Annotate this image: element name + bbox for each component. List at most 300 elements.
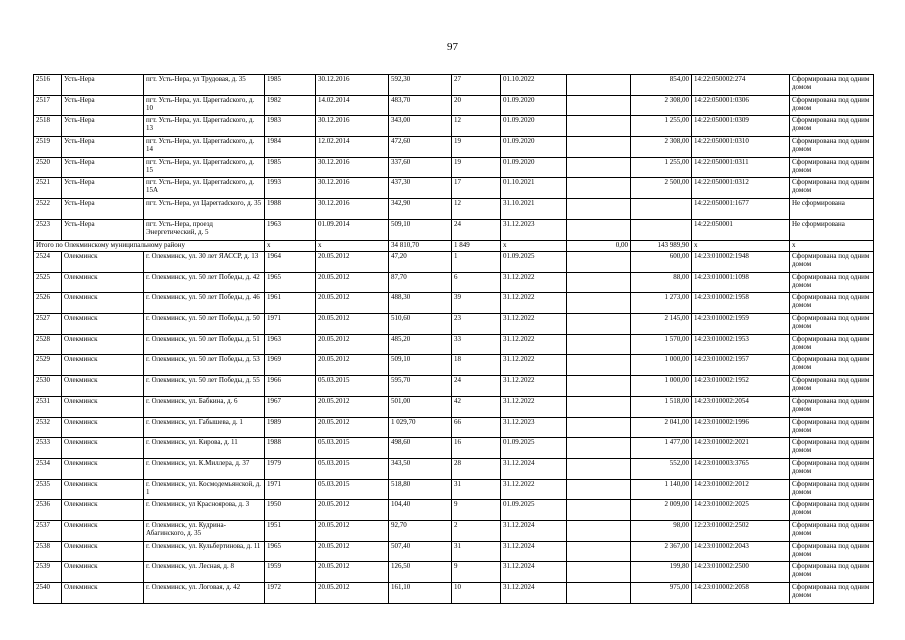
resettlement-deadline-cell: 31.12.2022 bbox=[501, 293, 567, 314]
settlement-cell: Усть-Нера bbox=[62, 95, 144, 116]
extra-cell bbox=[567, 458, 631, 479]
residents-cell: 2 bbox=[452, 520, 501, 541]
cadastral-number-cell: 14:23:010002:1996 bbox=[692, 417, 790, 438]
inclusion-date-cell: 05.03.2015 bbox=[316, 376, 389, 397]
cost-cell: 2 308,00 bbox=[631, 95, 692, 116]
area-cell: 126,50 bbox=[389, 562, 452, 583]
extra-cell bbox=[567, 396, 631, 417]
cost-cell: 2 041,00 bbox=[631, 417, 692, 438]
row-number-cell: 2529 bbox=[34, 355, 62, 376]
inclusion-date-cell: 20.05.2012 bbox=[316, 314, 389, 335]
land-status-cell: Сформирована под одним домом bbox=[790, 376, 874, 397]
area-cell: 343,00 bbox=[389, 116, 452, 137]
row-number-cell: 2525 bbox=[34, 272, 62, 293]
residents-cell: 10 bbox=[452, 583, 501, 604]
table-row bbox=[34, 438, 874, 459]
row-number-cell: 2528 bbox=[34, 334, 62, 355]
year-built-cell: 1972 bbox=[265, 583, 316, 604]
residents-cell: 19 bbox=[452, 157, 501, 178]
residents-cell: 23 bbox=[452, 314, 501, 335]
table-row bbox=[34, 417, 874, 438]
residents-cell: 12 bbox=[452, 116, 501, 137]
land-status-cell: Сформирована под одним домом bbox=[790, 137, 874, 158]
cost-cell: 1 140,00 bbox=[631, 479, 692, 500]
resettlement-deadline-cell: 01.09.2025 bbox=[501, 438, 567, 459]
settlement-cell: Олекминск bbox=[62, 252, 144, 273]
row-number-cell: 2524 bbox=[34, 252, 62, 273]
table-row bbox=[34, 396, 874, 417]
table-row bbox=[34, 334, 874, 355]
extra-cell bbox=[567, 376, 631, 397]
inclusion-date-cell: 20.05.2012 bbox=[316, 293, 389, 314]
inclusion-date-cell: 20.05.2012 bbox=[316, 396, 389, 417]
inclusion-date-cell: 20.05.2012 bbox=[316, 334, 389, 355]
total-year: x bbox=[265, 240, 316, 252]
settlement-cell: Усть-Нера bbox=[62, 157, 144, 178]
cadastral-number-cell: 14:23:010002:1958 bbox=[692, 293, 790, 314]
cadastral-number-cell: 12:23:010002:2502 bbox=[692, 520, 790, 541]
table-row bbox=[34, 116, 874, 137]
area-cell: 592,30 bbox=[389, 75, 452, 96]
address-cell: пгт. Усть-Нера, ул Царегradского, д. 35 bbox=[144, 199, 265, 220]
land-status-cell: Сформирована под одним домом bbox=[790, 520, 874, 541]
table-row bbox=[34, 219, 874, 240]
address-cell: г. Олекминск, ул. Лесная, д. 8 bbox=[144, 562, 265, 583]
area-cell: 595,70 bbox=[389, 376, 452, 397]
total-date: x bbox=[316, 240, 389, 252]
address-cell: г. Олекминск, ул. 50 лет Победы, д. 51 bbox=[144, 334, 265, 355]
cost-cell: 1 000,00 bbox=[631, 355, 692, 376]
table-row bbox=[34, 479, 874, 500]
cost-cell: 2 145,00 bbox=[631, 314, 692, 335]
address-cell: пгт. Усть-Нера, ул. Царегradского, д. 14 bbox=[144, 137, 265, 158]
cadastral-number-cell: 14:23:010002:2054 bbox=[692, 396, 790, 417]
land-status-cell: Сформирована под одним домом bbox=[790, 95, 874, 116]
settlement-cell: Усть-Нера bbox=[62, 199, 144, 220]
inclusion-date-cell: 30.12.2016 bbox=[316, 75, 389, 96]
inclusion-date-cell: 20.05.2012 bbox=[316, 417, 389, 438]
resettlement-deadline-cell: 31.12.2022 bbox=[501, 376, 567, 397]
extra-cell bbox=[567, 438, 631, 459]
resettlement-deadline-cell: 31.12.2022 bbox=[501, 314, 567, 335]
address-cell: г. Олекминск, ул. 50 лет Победы, д. 42 bbox=[144, 272, 265, 293]
inclusion-date-cell: 30.12.2016 bbox=[316, 178, 389, 199]
cost-cell: 1 273,00 bbox=[631, 293, 692, 314]
inclusion-date-cell: 20.05.2012 bbox=[316, 541, 389, 562]
housing-register-table bbox=[33, 74, 874, 604]
land-status-cell: Сформирована под одним домом bbox=[790, 75, 874, 96]
table-row bbox=[34, 500, 874, 521]
settlement-cell: Олекминск bbox=[62, 562, 144, 583]
year-built-cell: 1961 bbox=[265, 293, 316, 314]
land-status-cell: Сформирована под одним домом bbox=[790, 417, 874, 438]
residents-cell: 19 bbox=[452, 137, 501, 158]
extra-cell bbox=[567, 199, 631, 220]
extra-cell bbox=[567, 95, 631, 116]
residents-cell: 16 bbox=[452, 438, 501, 459]
resettlement-deadline-cell: 31.12.2024 bbox=[501, 458, 567, 479]
land-status-cell: Сформирована под одним домом bbox=[790, 583, 874, 604]
cost-cell: 98,00 bbox=[631, 520, 692, 541]
resettlement-deadline-cell: 31.12.2022 bbox=[501, 272, 567, 293]
area-cell: 498,60 bbox=[389, 438, 452, 459]
area-cell: 488,30 bbox=[389, 293, 452, 314]
inclusion-date-cell: 05.03.2015 bbox=[316, 438, 389, 459]
residents-cell: 20 bbox=[452, 95, 501, 116]
residents-cell: 24 bbox=[452, 219, 501, 240]
area-cell: 337,60 bbox=[389, 157, 452, 178]
cadastral-number-cell: 14:22:050001:0310 bbox=[692, 137, 790, 158]
cadastral-number-cell: 14:22:050001:0311 bbox=[692, 157, 790, 178]
table-row bbox=[34, 562, 874, 583]
settlement-cell: Усть-Нера bbox=[62, 116, 144, 137]
cost-cell: 975,00 bbox=[631, 583, 692, 604]
land-status-cell: Сформирована под одним домом bbox=[790, 116, 874, 137]
area-cell: 342,90 bbox=[389, 199, 452, 220]
address-cell: г. Олекминск, ул. 50 лет Победы, д. 55 bbox=[144, 376, 265, 397]
table-row bbox=[34, 355, 874, 376]
total-label: Итого по Олекминскому муниципальному району bbox=[34, 240, 265, 252]
address-cell: г. Олекминск, ул. Кульбертинова, д. 11 bbox=[144, 541, 265, 562]
address-cell: пгт. Усть-Нера, ул. Царегradского, д. 13 bbox=[144, 116, 265, 137]
cost-cell: 854,00 bbox=[631, 75, 692, 96]
extra-cell bbox=[567, 137, 631, 158]
inclusion-date-cell: 05.03.2015 bbox=[316, 458, 389, 479]
cadastral-number-cell: 14:23:010002:1948 bbox=[692, 252, 790, 273]
address-cell: г. Олекминск, ул. 50 лет Победы, д. 53 bbox=[144, 355, 265, 376]
cost-cell: 600,00 bbox=[631, 252, 692, 273]
row-number-cell: 2527 bbox=[34, 314, 62, 335]
year-built-cell: 1963 bbox=[265, 219, 316, 240]
extra-cell bbox=[567, 520, 631, 541]
total-residents: 1 849 bbox=[452, 240, 501, 252]
resettlement-deadline-cell: 01.09.2020 bbox=[501, 137, 567, 158]
address-cell: пгт. Усть-Нера, ул Трудовая, д. 35 bbox=[144, 75, 265, 96]
year-built-cell: 1969 bbox=[265, 355, 316, 376]
land-status-cell: Сформирована под одним домом bbox=[790, 178, 874, 199]
year-built-cell: 1959 bbox=[265, 562, 316, 583]
row-number-cell: 2538 bbox=[34, 541, 62, 562]
settlement-cell: Олекминск bbox=[62, 334, 144, 355]
resettlement-deadline-cell: 01.10.2021 bbox=[501, 178, 567, 199]
land-status-cell: Сформирована под одним домом bbox=[790, 458, 874, 479]
resettlement-deadline-cell: 01.09.2025 bbox=[501, 500, 567, 521]
year-built-cell: 1988 bbox=[265, 199, 316, 220]
inclusion-date-cell: 01.09.2014 bbox=[316, 219, 389, 240]
extra-cell bbox=[567, 157, 631, 178]
extra-cell bbox=[567, 500, 631, 521]
cadastral-number-cell: 14:22:050001:0312 bbox=[692, 178, 790, 199]
cadastral-number-cell: 14:22:050001:0306 bbox=[692, 95, 790, 116]
address-cell: г. Олекминск, ул. 30 лет ЯАССР, д. 13 bbox=[144, 252, 265, 273]
cost-cell: 1 570,00 bbox=[631, 334, 692, 355]
year-built-cell: 1985 bbox=[265, 157, 316, 178]
row-number-cell: 2533 bbox=[34, 438, 62, 459]
settlement-cell: Усть-Нера bbox=[62, 75, 144, 96]
year-built-cell: 1971 bbox=[265, 479, 316, 500]
land-status-cell: Сформирована под одним домом bbox=[790, 334, 874, 355]
settlement-cell: Олекминск bbox=[62, 583, 144, 604]
year-built-cell: 1985 bbox=[265, 75, 316, 96]
residents-cell: 9 bbox=[452, 500, 501, 521]
area-cell: 507,40 bbox=[389, 541, 452, 562]
land-status-cell: Сформирована под одним домом bbox=[790, 562, 874, 583]
area-cell: 343,50 bbox=[389, 458, 452, 479]
inclusion-date-cell: 20.05.2012 bbox=[316, 500, 389, 521]
inclusion-date-cell: 20.05.2012 bbox=[316, 272, 389, 293]
land-status-cell: Не сформирована bbox=[790, 199, 874, 220]
table-row bbox=[34, 199, 874, 220]
table-row bbox=[34, 272, 874, 293]
inclusion-date-cell: 20.05.2012 bbox=[316, 520, 389, 541]
cost-cell: 2 308,00 bbox=[631, 137, 692, 158]
address-cell: г. Олекминск, ул. Космодемьянской, д. 1 bbox=[144, 479, 265, 500]
extra-cell bbox=[567, 293, 631, 314]
residents-cell: 12 bbox=[452, 199, 501, 220]
address-cell: г. Олекминск, ул. Логовая, д. 42 bbox=[144, 583, 265, 604]
resettlement-deadline-cell: 31.12.2024 bbox=[501, 520, 567, 541]
cost-cell: 199,80 bbox=[631, 562, 692, 583]
land-status-cell: Сформирована под одним домом bbox=[790, 396, 874, 417]
cadastral-number-cell: 14:23:010001:1098 bbox=[692, 272, 790, 293]
settlement-cell: Олекминск bbox=[62, 355, 144, 376]
cadastral-number-cell: 14:23:010002:1959 bbox=[692, 314, 790, 335]
resettlement-deadline-cell: 31.12.2022 bbox=[501, 396, 567, 417]
land-status-cell: Сформирована под одним домом bbox=[790, 293, 874, 314]
land-status-cell: Сформирована под одним домом bbox=[790, 252, 874, 273]
area-cell: 87,70 bbox=[389, 272, 452, 293]
cost-cell: 1 477,00 bbox=[631, 438, 692, 459]
area-cell: 104,40 bbox=[389, 500, 452, 521]
row-number-cell: 2530 bbox=[34, 376, 62, 397]
settlement-cell: Олекминск bbox=[62, 417, 144, 438]
cost-cell: 2 367,00 bbox=[631, 541, 692, 562]
cost-cell: 2 009,00 bbox=[631, 500, 692, 521]
row-number-cell: 2523 bbox=[34, 219, 62, 240]
residents-cell: 9 bbox=[452, 562, 501, 583]
cost-cell: 552,00 bbox=[631, 458, 692, 479]
table-row bbox=[34, 137, 874, 158]
year-built-cell: 1950 bbox=[265, 500, 316, 521]
extra-cell bbox=[567, 314, 631, 335]
row-number-cell: 2535 bbox=[34, 479, 62, 500]
address-cell: г. Олекминск, ул. Кудрина-Абагинского, д. 35 bbox=[144, 520, 265, 541]
residents-cell: 33 bbox=[452, 334, 501, 355]
area-cell: 510,60 bbox=[389, 314, 452, 335]
land-status-cell: Сформирована под одним домом bbox=[790, 438, 874, 459]
table-row bbox=[34, 541, 874, 562]
residents-cell: 1 bbox=[452, 252, 501, 273]
resettlement-deadline-cell: 31.12.2022 bbox=[501, 334, 567, 355]
extra-cell bbox=[567, 417, 631, 438]
resettlement-deadline-cell: 31.12.2022 bbox=[501, 355, 567, 376]
year-built-cell: 1966 bbox=[265, 376, 316, 397]
extra-cell bbox=[567, 355, 631, 376]
land-status-cell: Сформирована под одним домом bbox=[790, 157, 874, 178]
address-cell: пгт. Усть-Нера, проезд Энергетический, д. 5 bbox=[144, 219, 265, 240]
cadastral-number-cell: 14:23:010003:3765 bbox=[692, 458, 790, 479]
residents-cell: 28 bbox=[452, 458, 501, 479]
residents-cell: 39 bbox=[452, 293, 501, 314]
address-cell: г. Олекминск, ул Красноярова, д. 3 bbox=[144, 500, 265, 521]
row-number-cell: 2521 bbox=[34, 178, 62, 199]
table-row bbox=[34, 95, 874, 116]
resettlement-deadline-cell: 31.12.2023 bbox=[501, 417, 567, 438]
resettlement-deadline-cell: 01.09.2025 bbox=[501, 252, 567, 273]
address-cell: г. Олекминск, ул. К.Миллера, д. 37 bbox=[144, 458, 265, 479]
table-row bbox=[34, 458, 874, 479]
cost-cell bbox=[631, 199, 692, 220]
settlement-cell: Усть-Нера bbox=[62, 137, 144, 158]
resettlement-deadline-cell: 31.12.2022 bbox=[501, 479, 567, 500]
cadastral-number-cell: 14:23:010002:1952 bbox=[692, 376, 790, 397]
address-cell: пгт. Усть-Нера, ул. Царегradского, д. 15А bbox=[144, 178, 265, 199]
cost-cell: 1 255,00 bbox=[631, 157, 692, 178]
settlement-cell: Олекминск bbox=[62, 272, 144, 293]
cadastral-number-cell: 14:23:010002:2500 bbox=[692, 562, 790, 583]
inclusion-date-cell: 20.05.2012 bbox=[316, 562, 389, 583]
area-cell: 485,20 bbox=[389, 334, 452, 355]
year-built-cell: 1967 bbox=[265, 396, 316, 417]
cost-cell: 2 500,00 bbox=[631, 178, 692, 199]
page-number: 97 bbox=[447, 41, 458, 53]
total-cadastral: x bbox=[692, 240, 790, 252]
cadastral-number-cell: 14:23:010002:2012 bbox=[692, 479, 790, 500]
total-cost: 143 989,90 bbox=[631, 240, 692, 252]
area-cell: 509,10 bbox=[389, 355, 452, 376]
residents-cell: 27 bbox=[452, 75, 501, 96]
address-cell: г. Олекминск, ул. Габышева, д. 1 bbox=[144, 417, 265, 438]
cost-cell: 88,00 bbox=[631, 272, 692, 293]
year-built-cell: 1951 bbox=[265, 520, 316, 541]
residents-cell: 6 bbox=[452, 272, 501, 293]
row-number-cell: 2537 bbox=[34, 520, 62, 541]
address-cell: г. Олекминск, ул. 50 лет Победы, д. 46 bbox=[144, 293, 265, 314]
total-deadline: x bbox=[501, 240, 567, 252]
settlement-cell: Олекминск bbox=[62, 293, 144, 314]
inclusion-date-cell: 20.05.2012 bbox=[316, 355, 389, 376]
cadastral-number-cell: 14:22:050002:274 bbox=[692, 75, 790, 96]
settlement-cell: Усть-Нера bbox=[62, 219, 144, 240]
residents-cell: 24 bbox=[452, 376, 501, 397]
cadastral-number-cell: 14:23:010002:1953 bbox=[692, 334, 790, 355]
resettlement-deadline-cell: 01.09.2020 bbox=[501, 116, 567, 137]
inclusion-date-cell: 30.12.2016 bbox=[316, 199, 389, 220]
inclusion-date-cell: 12.02.2014 bbox=[316, 137, 389, 158]
land-status-cell: Сформирована под одним домом bbox=[790, 479, 874, 500]
extra-cell bbox=[567, 562, 631, 583]
total-extra: 0,00 bbox=[567, 240, 631, 252]
resettlement-deadline-cell: 01.09.2020 bbox=[501, 95, 567, 116]
extra-cell bbox=[567, 219, 631, 240]
settlement-cell: Олекминск bbox=[62, 541, 144, 562]
address-cell: г. Олекминск, ул. Бабкина, д. 6 bbox=[144, 396, 265, 417]
extra-cell bbox=[567, 583, 631, 604]
area-cell: 483,70 bbox=[389, 95, 452, 116]
area-cell: 161,10 bbox=[389, 583, 452, 604]
year-built-cell: 1965 bbox=[265, 541, 316, 562]
settlement-cell: Олекминск bbox=[62, 520, 144, 541]
extra-cell bbox=[567, 334, 631, 355]
year-built-cell: 1965 bbox=[265, 272, 316, 293]
residents-cell: 17 bbox=[452, 178, 501, 199]
year-built-cell: 1982 bbox=[265, 95, 316, 116]
row-number-cell: 2539 bbox=[34, 562, 62, 583]
extra-cell bbox=[567, 178, 631, 199]
resettlement-deadline-cell: 31.10.2021 bbox=[501, 199, 567, 220]
inclusion-date-cell: 30.12.2016 bbox=[316, 116, 389, 137]
land-status-cell: Сформирована под одним домом bbox=[790, 314, 874, 335]
inclusion-date-cell: 14.02.2014 bbox=[316, 95, 389, 116]
row-number-cell: 2519 bbox=[34, 137, 62, 158]
cost-cell: 1 255,00 bbox=[631, 116, 692, 137]
settlement-cell: Олекминск bbox=[62, 500, 144, 521]
cadastral-number-cell: 14:22:050001:1677 bbox=[692, 199, 790, 220]
extra-cell bbox=[567, 272, 631, 293]
extra-cell bbox=[567, 116, 631, 137]
settlement-cell: Усть-Нера bbox=[62, 178, 144, 199]
cadastral-number-cell: 14:22:050001:0309 bbox=[692, 116, 790, 137]
residents-cell: 18 bbox=[452, 355, 501, 376]
cadastral-number-cell: 14:23:010002:1957 bbox=[692, 355, 790, 376]
year-built-cell: 1971 bbox=[265, 314, 316, 335]
area-cell: 501,00 bbox=[389, 396, 452, 417]
settlement-cell: Олекминск bbox=[62, 396, 144, 417]
row-number-cell: 2532 bbox=[34, 417, 62, 438]
table-row bbox=[34, 583, 874, 604]
year-built-cell: 1963 bbox=[265, 334, 316, 355]
table-row bbox=[34, 157, 874, 178]
area-cell: 47,20 bbox=[389, 252, 452, 273]
year-built-cell: 1988 bbox=[265, 438, 316, 459]
resettlement-deadline-cell: 01.10.2022 bbox=[501, 75, 567, 96]
settlement-cell: Олекминск bbox=[62, 438, 144, 459]
settlement-cell: Олекминск bbox=[62, 458, 144, 479]
row-number-cell: 2522 bbox=[34, 199, 62, 220]
land-status-cell: Сформирована под одним домом bbox=[790, 500, 874, 521]
land-status-cell: Сформирована под одним домом bbox=[790, 541, 874, 562]
settlement-cell: Олекминск bbox=[62, 314, 144, 335]
table-row bbox=[34, 293, 874, 314]
settlement-cell: Олекминск bbox=[62, 479, 144, 500]
resettlement-deadline-cell: 31.12.2024 bbox=[501, 583, 567, 604]
extra-cell bbox=[567, 252, 631, 273]
row-number-cell: 2526 bbox=[34, 293, 62, 314]
year-built-cell: 1979 bbox=[265, 458, 316, 479]
row-number-cell: 2520 bbox=[34, 157, 62, 178]
resettlement-deadline-cell: 31.12.2024 bbox=[501, 541, 567, 562]
address-cell: пгт. Усть-Нера, ул. Царегradского, д. 15 bbox=[144, 157, 265, 178]
area-cell: 92,70 bbox=[389, 520, 452, 541]
extra-cell bbox=[567, 75, 631, 96]
resettlement-deadline-cell: 31.12.2023 bbox=[501, 219, 567, 240]
cadastral-number-cell: 14:23:010002:2058 bbox=[692, 583, 790, 604]
total-area: 34 810,70 bbox=[389, 240, 452, 252]
address-cell: г. Олекминск, ул. Кирова, д. 11 bbox=[144, 438, 265, 459]
inclusion-date-cell: 30.12.2016 bbox=[316, 157, 389, 178]
land-status-cell: Не сформирована bbox=[790, 219, 874, 240]
residents-cell: 42 bbox=[452, 396, 501, 417]
row-number-cell: 2516 bbox=[34, 75, 62, 96]
residents-cell: 31 bbox=[452, 541, 501, 562]
land-status-cell: Сформирована под одним домом bbox=[790, 272, 874, 293]
table-row bbox=[34, 520, 874, 541]
resettlement-deadline-cell: 31.12.2024 bbox=[501, 562, 567, 583]
extra-cell bbox=[567, 479, 631, 500]
cost-cell bbox=[631, 219, 692, 240]
extra-cell bbox=[567, 541, 631, 562]
area-cell: 518,80 bbox=[389, 479, 452, 500]
